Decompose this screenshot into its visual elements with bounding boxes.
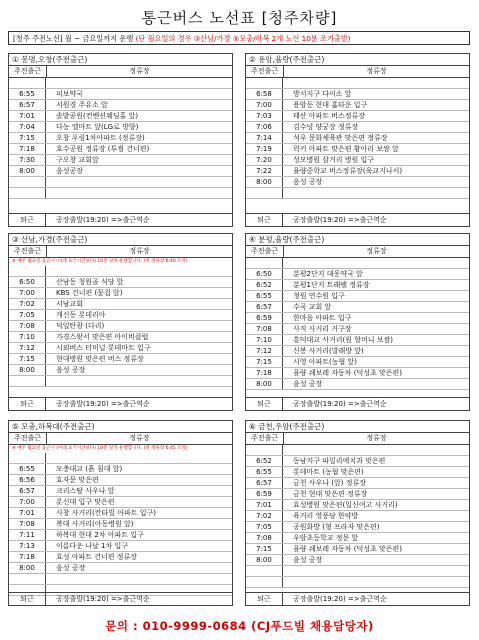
table-row [9,100,232,111]
stop-name [46,177,232,187]
stop-time: 7:00 [9,497,46,507]
stop-time: 6:56 [9,475,46,485]
stop-name: 시외버스 터미널 롯데마트 입구 [56,344,151,352]
return-info: 공장출발(19:20) =>출근역순 [293,595,387,603]
stop-name: 한마음 아파트 입구 [293,314,352,322]
table-row [246,280,469,291]
stop-name: 구오창 교회앞 [56,156,99,164]
stop-time: 7:18 [9,552,46,562]
stop-name [46,376,232,386]
stop-time: 6:55 [246,467,283,477]
panel-title: ① 봉명,오창(주전출근) [9,54,232,66]
table-row [246,489,469,500]
operation-notice [8,31,470,45]
stop-name: 서원경 주유소 앞 [56,101,108,109]
stop-name: 솔밭공원(컨벤션웨딩홀 앞) [56,112,139,120]
stop-name: 율량 쉐보레 자동차 (덕성초 맞은편) [293,369,403,377]
stop-name: 럭키 아파트 맞은편 황아리 보쌈 앞 [293,145,399,153]
stop-name [46,574,232,584]
return-label: 퇴근 [9,593,46,605]
stop-time: 6:52 [246,280,283,290]
table-row [246,544,469,555]
stop-time: 6:52 [246,456,283,466]
table-row [246,269,469,280]
stop-time [9,177,46,187]
table-row [9,552,232,563]
table-row [246,291,469,302]
table-row [246,467,469,478]
stop-time: 7:13 [9,541,46,551]
stop-name: 사직 사거리 거구장 [293,325,352,333]
stop-name [46,453,232,463]
stop-time: 7:14 [246,133,283,143]
table-row [9,122,232,133]
stop-time: 7:15 [246,357,283,367]
stop-name: 크리스탈 사우나 앞 [56,487,115,495]
stop-name: 음성 공장 [56,564,86,572]
table-row [246,533,469,544]
stop-time: 7:15 [9,354,46,364]
stop-time: 6:57 [246,302,283,312]
return-info: 공장출발(19:20) =>출근역순 [56,216,150,224]
panel-header [246,246,469,258]
stop-name: 성모병원 삼거리 병원 입구 [293,156,375,164]
stop-time: 7:10 [9,332,46,342]
stop-time [246,78,283,88]
stop-time [9,453,46,463]
header-time: 주전출근 [246,433,284,444]
stop-name: 신봉 사거리(발래방 앞) [293,347,364,355]
stop-time: 7:08 [9,519,46,529]
table-row [9,111,232,122]
table-row [9,519,232,530]
table-row [9,277,232,288]
return-info: 공장출발(19:20) =>출근역순 [56,595,150,603]
table-row [246,133,469,144]
page-title: 통근버스 노선표 [청주차량] [141,9,338,27]
stop-name: 덕일탄광 (다리) [56,322,105,330]
stop-name: 흥덕대교 사거리(원 할머니 보쌈) [293,336,394,344]
notice-highlight: (단 월요일의 경우 ③산남/가경 ⑤모충/하복 2개 노선 10분 조기출발) [135,34,351,43]
return-row [9,213,232,226]
header-stop: 정류장 [366,434,387,442]
stop-name: 현대병원 맞은편 버스 정류장 [56,355,144,363]
return-info: 공장출발(19:20) =>출근역순 [56,400,150,408]
stop-time: 6:55 [9,89,46,99]
stop-time: 7:22 [246,166,283,176]
table-row [9,144,232,155]
stop-name: 피보약국 [56,90,84,98]
stop-name [283,566,469,576]
table-row [9,266,232,277]
header-time: 주전출근 [9,66,47,77]
table-row [9,288,232,299]
stop-name: 율량중학교 버스정류장(육교지나서) [293,167,403,175]
table-row [9,508,232,519]
table-row [9,486,232,497]
stop-time: 7:02 [9,299,46,309]
route-panel-6 [245,420,470,606]
panel-header [9,66,232,78]
stop-time: 7:30 [9,155,46,165]
stop-name: 율량 쉐보레 자동차 (덕성초 맞은편) [293,545,403,553]
stop-time: 8:00 [246,177,283,187]
stop-name: 우암초등학교 정문 앞 [293,534,359,542]
route-panel-5 [8,420,233,606]
return-info: 공장출발(19:20) =>출근역순 [293,400,387,408]
stop-name: 태산 아파트 버스정류장 [293,112,366,120]
table-row [9,166,232,177]
stop-name: 분평2단지 대웅약국 앞 [293,270,363,278]
panel-header [246,66,469,78]
contact-info: 문의 : 010-9999-0684 (CJ푸드빌 채용담당자) [105,619,374,633]
stop-time: 6:59 [246,489,283,499]
stop-name: 음성공장 [56,167,84,175]
header-time: 주전출근 [9,246,47,257]
stop-time: 7:15 [246,544,283,554]
stop-name [283,445,469,455]
table-row [246,335,469,346]
header-stop: 정류장 [129,67,150,75]
stop-name: KBS 건너편 (꽃집 앞) [56,289,123,297]
return-row [246,213,469,226]
stop-time: 8:00 [246,555,283,565]
return-row [9,397,232,410]
route-panel-4 [245,233,470,411]
stop-name: 롯데마트 (농협 맞은편) [293,468,364,476]
stop-time [9,574,46,584]
stop-time: 7:01 [9,111,46,121]
stop-time [246,188,283,198]
stop-name: 육거리 영풍당 한약방 [293,512,359,520]
stop-time: 7:10 [246,335,283,345]
stop-name: 모충대교 (흙 침대 앞) [56,465,123,473]
table-row [246,89,469,100]
stop-time [9,376,46,386]
panel-title: ③ 산남,가경(주전출근) [9,234,232,246]
stop-time: 7:05 [9,310,46,320]
table-row [9,464,232,475]
stop-name: 가경스왓서 맞은편 아이비클럽 [56,333,149,341]
header-time: 주전출근 [246,246,284,257]
table-row [246,566,469,577]
header-stop: 정류장 [129,247,150,255]
stop-time: 7:15 [9,133,46,143]
panel-title: ④ 분평,율량(주전출근) [246,234,469,246]
stop-time: 6:59 [246,313,283,323]
table-row [9,78,232,89]
stop-name: 공원화방 (형 프라자 맞은편) [293,523,380,531]
return-row [9,592,232,605]
header-time: 주전출근 [9,433,47,444]
header-stop: 정류장 [129,434,150,442]
panel-title: ⑤ 모충,하복대(주전출근) [9,421,232,433]
return-row [246,592,469,605]
monday-notice: ※ 매주 월요일 출근시 (아래 표기시간보다) 10분 당겨 운행합니다. (첫 정류장 6:45 도착) [12,446,188,451]
stop-time: 7:08 [246,533,283,543]
stop-name [46,78,232,88]
stop-name: 수곡 교회 앞 [293,303,332,311]
table-row [246,111,469,122]
stop-name [283,577,469,587]
stop-time: 7:18 [9,144,46,154]
stop-name: 효자문 맞은편 [56,476,99,484]
stop-time [9,266,46,276]
stop-name: 음성 공장 [56,366,86,374]
stop-name: 다농 엘마트 앞(LG로 방향) [56,123,139,131]
stop-time: 7:12 [246,346,283,356]
stop-time [9,188,46,198]
stop-name: 서남교회 [56,300,84,308]
table-row [246,313,469,324]
stop-time: 6:55 [246,291,283,301]
stop-name: 청원 연수원 입구 [293,292,345,300]
stop-name [46,188,232,198]
stop-time: 7:00 [246,100,283,110]
table-row [9,376,232,387]
table-row [9,497,232,508]
table-row [246,188,469,199]
table-row [9,453,232,464]
stop-time: 6:50 [9,277,46,287]
return-row [246,397,469,410]
table-row [9,563,232,574]
stop-time [246,577,283,587]
stop-time: 7:18 [246,368,283,378]
stop-name: 분평1단지 트래팰 정류장 [293,281,370,289]
stop-name [283,258,469,268]
table-row [246,555,469,566]
stop-name: 오창 우림1차아파트 (정류장) [56,134,145,142]
stop-time: 8:00 [9,166,46,176]
table-row [9,541,232,552]
stop-time [246,258,283,268]
stop-name: 용암동 현대 홈타운 입구 [293,101,368,109]
stop-time: 6:57 [246,478,283,488]
stop-name: 하복대 현대 2차 아파트 입구 [56,531,144,539]
table-row [9,310,232,321]
stop-name: 호수공원 정류장 (투썸 건너편) [56,145,150,153]
stop-name: 동남지구 파밀리에치과 맞은편 [293,457,386,465]
return-label: 퇴근 [246,398,283,410]
table-row [9,343,232,354]
stop-name: 개신동 롯데리아 [56,311,106,319]
table-row [246,324,469,335]
return-label: 퇴근 [9,214,46,226]
table-row [246,368,469,379]
stop-time: 7:02 [246,511,283,521]
table-row [246,177,469,188]
table-row [246,258,469,269]
table-row [246,445,469,456]
stop-name: 음성 공장 [293,380,323,388]
return-label: 퇴근 [9,398,46,410]
stop-name: 시영 아파트(농협 앞) [293,358,358,366]
stop-time: 7:12 [9,343,46,353]
stop-name: 석우 문화체육관 맞은편 정류장 [293,134,388,142]
table-row [9,89,232,100]
panel-title: ② 용암,율량(주전출근) [246,54,469,66]
stop-time: 7:08 [246,324,283,334]
stop-name: 롯신대 입구 맞은편 [56,498,115,506]
table-row [246,155,469,166]
table-row [9,332,232,343]
table-row [9,188,232,199]
table-row [246,122,469,133]
header-time: 주전출근 [246,66,284,77]
table-row [246,302,469,313]
header-stop: 정류장 [366,247,387,255]
stop-time [246,566,283,576]
header-stop: 정류장 [366,67,387,75]
table-row [246,357,469,368]
table-row [246,78,469,89]
return-label: 퇴근 [246,214,283,226]
stop-time: 7:00 [9,288,46,298]
stop-name: 김수녕 양궁장 정류장 [293,123,359,131]
stop-time: 7:11 [9,530,46,540]
table-row [246,478,469,489]
table-row [246,166,469,177]
table-row [246,577,469,588]
table-row [246,456,469,467]
route-panel-1 [8,53,233,227]
stop-time: 7:03 [246,111,283,121]
route-panel-3 [8,233,233,411]
stop-time: 6:50 [246,269,283,279]
stop-name: 복대 사거리(아동병원 앞) [56,520,134,528]
table-row [246,100,469,111]
table-row [9,155,232,166]
stop-name [283,188,469,198]
stop-time [246,445,283,455]
return-label: 퇴근 [246,593,283,605]
stop-time: 8:00 [9,365,46,375]
table-row [9,530,232,541]
stop-time: 6:58 [246,89,283,99]
stop-time: 7:06 [246,122,283,132]
panel-title: ⑥ 금천,우암(주전출근) [246,421,469,433]
table-row [9,177,232,188]
stop-time: 7:05 [246,522,283,532]
stop-name: 효성 아파트 건너편 정류장 [56,553,138,561]
route-panel-2 [245,53,470,227]
table-row [246,522,469,533]
stop-name: 산남동 청원골 식당 앞 [56,278,124,286]
table-row [246,500,469,511]
stop-name: 이름다운 나날 1차 입구 [56,542,128,550]
stop-time: 7:08 [9,321,46,331]
table-row [9,321,232,332]
stop-time: 6:55 [9,464,46,474]
stop-time: 7:19 [246,144,283,154]
stop-name: 음성 공장 [293,556,323,564]
panel-header [9,433,232,445]
table-row [246,511,469,522]
stop-name [283,78,469,88]
panel-header [246,433,469,445]
stop-time: 8:00 [9,563,46,573]
stop-name: 금천 현대 맞은편 정류장 [293,490,368,498]
table-row [9,365,232,376]
table-row [246,346,469,357]
stop-time: 7:01 [246,500,283,510]
stop-time: 7:01 [9,508,46,518]
table-row [9,475,232,486]
stop-name: 금천 사우나 (앞) 정류장 [293,479,366,487]
stop-time: 7:04 [9,122,46,132]
stop-name: 사창 사거리(칸타빌 아파트 입구) [56,509,157,517]
table-row [9,354,232,365]
table-row [9,133,232,144]
stop-time: 8:00 [246,379,283,389]
stop-time: 6:57 [9,100,46,110]
table-row [9,299,232,310]
stop-time: 7:20 [246,155,283,165]
stop-name: 효성병원 맞은편(일신여고 사거리) [293,501,398,509]
stop-time [9,78,46,88]
monday-notice: ※ 매주 월요일 출근시 (아래 표기시간보다) 10분 당겨 운행합니다. (첫 정류장 6:40 도착) [12,259,188,264]
stop-time: 6:57 [9,486,46,496]
table-row [246,379,469,390]
return-info: 공장출발(19:20) =>출근역순 [293,216,387,224]
stop-name: 음성 공장 [293,178,323,186]
panel-header [9,246,232,258]
table-row [246,144,469,155]
table-row [9,574,232,585]
notice-text: [청주 주전노선] 월 ~ 금요일까지 운행 [13,34,134,43]
stop-name [46,266,232,276]
stop-name: 방서지구 다이소 앞 [293,90,352,98]
